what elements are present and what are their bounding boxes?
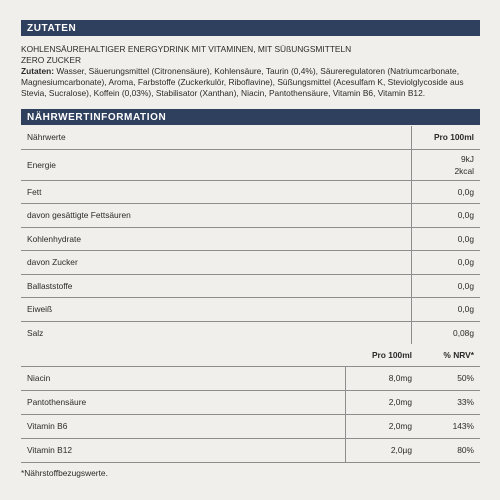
product-title: KOHLENSÄUREHALTIGER ENERGYDRINK MIT VITAMINEN, MIT SÜßUNGSMITTELN bbox=[21, 44, 352, 54]
vitamin-nrv: 143% bbox=[418, 414, 480, 438]
vitamin-label: Vitamin B6 bbox=[21, 414, 346, 438]
row-label: davon gesättigte Fettsäuren bbox=[21, 203, 412, 227]
row-value: 0,0g bbox=[412, 203, 481, 227]
energy-label: Energie bbox=[21, 149, 412, 180]
table-row bbox=[21, 297, 480, 321]
table-row bbox=[21, 438, 480, 462]
table-row bbox=[21, 227, 480, 250]
vitamin-label: Vitamin B12 bbox=[21, 438, 346, 462]
vitamin-nrv: 80% bbox=[418, 438, 480, 462]
row-label: Fett bbox=[21, 180, 412, 203]
table-row bbox=[21, 180, 480, 203]
table-row bbox=[21, 203, 480, 227]
table-row bbox=[21, 344, 480, 366]
vitamin-amount: 2,0mg bbox=[346, 390, 419, 414]
nutrition-heading: NÄHRWERTINFORMATION bbox=[27, 111, 167, 123]
footnote: *Nährstoffbezugswerte. bbox=[21, 468, 108, 478]
vitamin-nrv: 33% bbox=[418, 390, 480, 414]
nutrition-heading-bar bbox=[21, 109, 480, 125]
table-row bbox=[21, 149, 480, 180]
nutrition-table bbox=[21, 126, 480, 344]
vitamin-amount: 2,0mg bbox=[346, 414, 419, 438]
row-value: 0,0g bbox=[412, 227, 481, 250]
row-label: Ballaststoffe bbox=[21, 274, 412, 297]
table-row bbox=[21, 414, 480, 438]
vitamin-label: Pantothensäure bbox=[21, 390, 346, 414]
table-row bbox=[21, 390, 480, 414]
row-label: Eiweiß bbox=[21, 297, 412, 321]
ingredients-block bbox=[21, 44, 480, 99]
vitamin-header-amount: Pro 100ml bbox=[371, 349, 412, 360]
table-row bbox=[21, 321, 480, 344]
table-row bbox=[21, 126, 480, 149]
vitamin-label: Niacin bbox=[21, 366, 346, 390]
energy-kj: 9kJ bbox=[460, 153, 474, 164]
vitamin-header-empty bbox=[21, 344, 346, 366]
energy-value bbox=[412, 149, 481, 180]
energy-kcal: 2kcal bbox=[454, 165, 474, 176]
row-value: 0,08g bbox=[412, 321, 481, 344]
row-value: 0,0g bbox=[412, 297, 481, 321]
vitamin-amount: 8,0mg bbox=[346, 366, 419, 390]
table-row bbox=[21, 366, 480, 390]
vitamin-header-nrv: % NRV* bbox=[443, 349, 474, 360]
vitamin-nrv: 50% bbox=[418, 366, 480, 390]
zutaten-heading-bar bbox=[21, 20, 480, 36]
row-value: 0,0g bbox=[412, 180, 481, 203]
row-value: 0,0g bbox=[412, 250, 481, 274]
ingredients-list bbox=[21, 66, 480, 99]
ingredients-label: Zutaten: bbox=[21, 66, 55, 76]
row-label: davon Zucker bbox=[21, 250, 412, 274]
ingredients-text: Wasser, Säuerungsmittel (Citronensäure), Kohlensäure, Taurin (0,4%), Säureregulatoren (Natriumcarbonate, Magnesiumcarbonate), Aroma, Farbstoffe (Zuckerkulör, Riboflavine), Süßungsmittel (Acesulfam K, Steviolglycoside aus Stevia, Sucralose), Koffein (0,03%), Stabilisator (Xanthan), Niacin, Pantothensäure, Vitamin B6, Vitamin B12. bbox=[21, 66, 464, 98]
vitamin-amount: 2,0µg bbox=[346, 438, 419, 462]
row-label: Salz bbox=[21, 321, 412, 344]
row-label: Kohlenhydrate bbox=[21, 227, 412, 250]
table-row bbox=[21, 274, 480, 297]
nutrition-header-label: Nährwerte bbox=[27, 132, 66, 143]
nutrition-header-value: Pro 100ml bbox=[412, 126, 481, 149]
row-value: 0,0g bbox=[412, 274, 481, 297]
product-subtitle: ZERO ZUCKER bbox=[21, 55, 82, 65]
vitamin-table bbox=[21, 344, 480, 463]
zutaten-heading: ZUTATEN bbox=[27, 22, 77, 34]
table-row bbox=[21, 250, 480, 274]
